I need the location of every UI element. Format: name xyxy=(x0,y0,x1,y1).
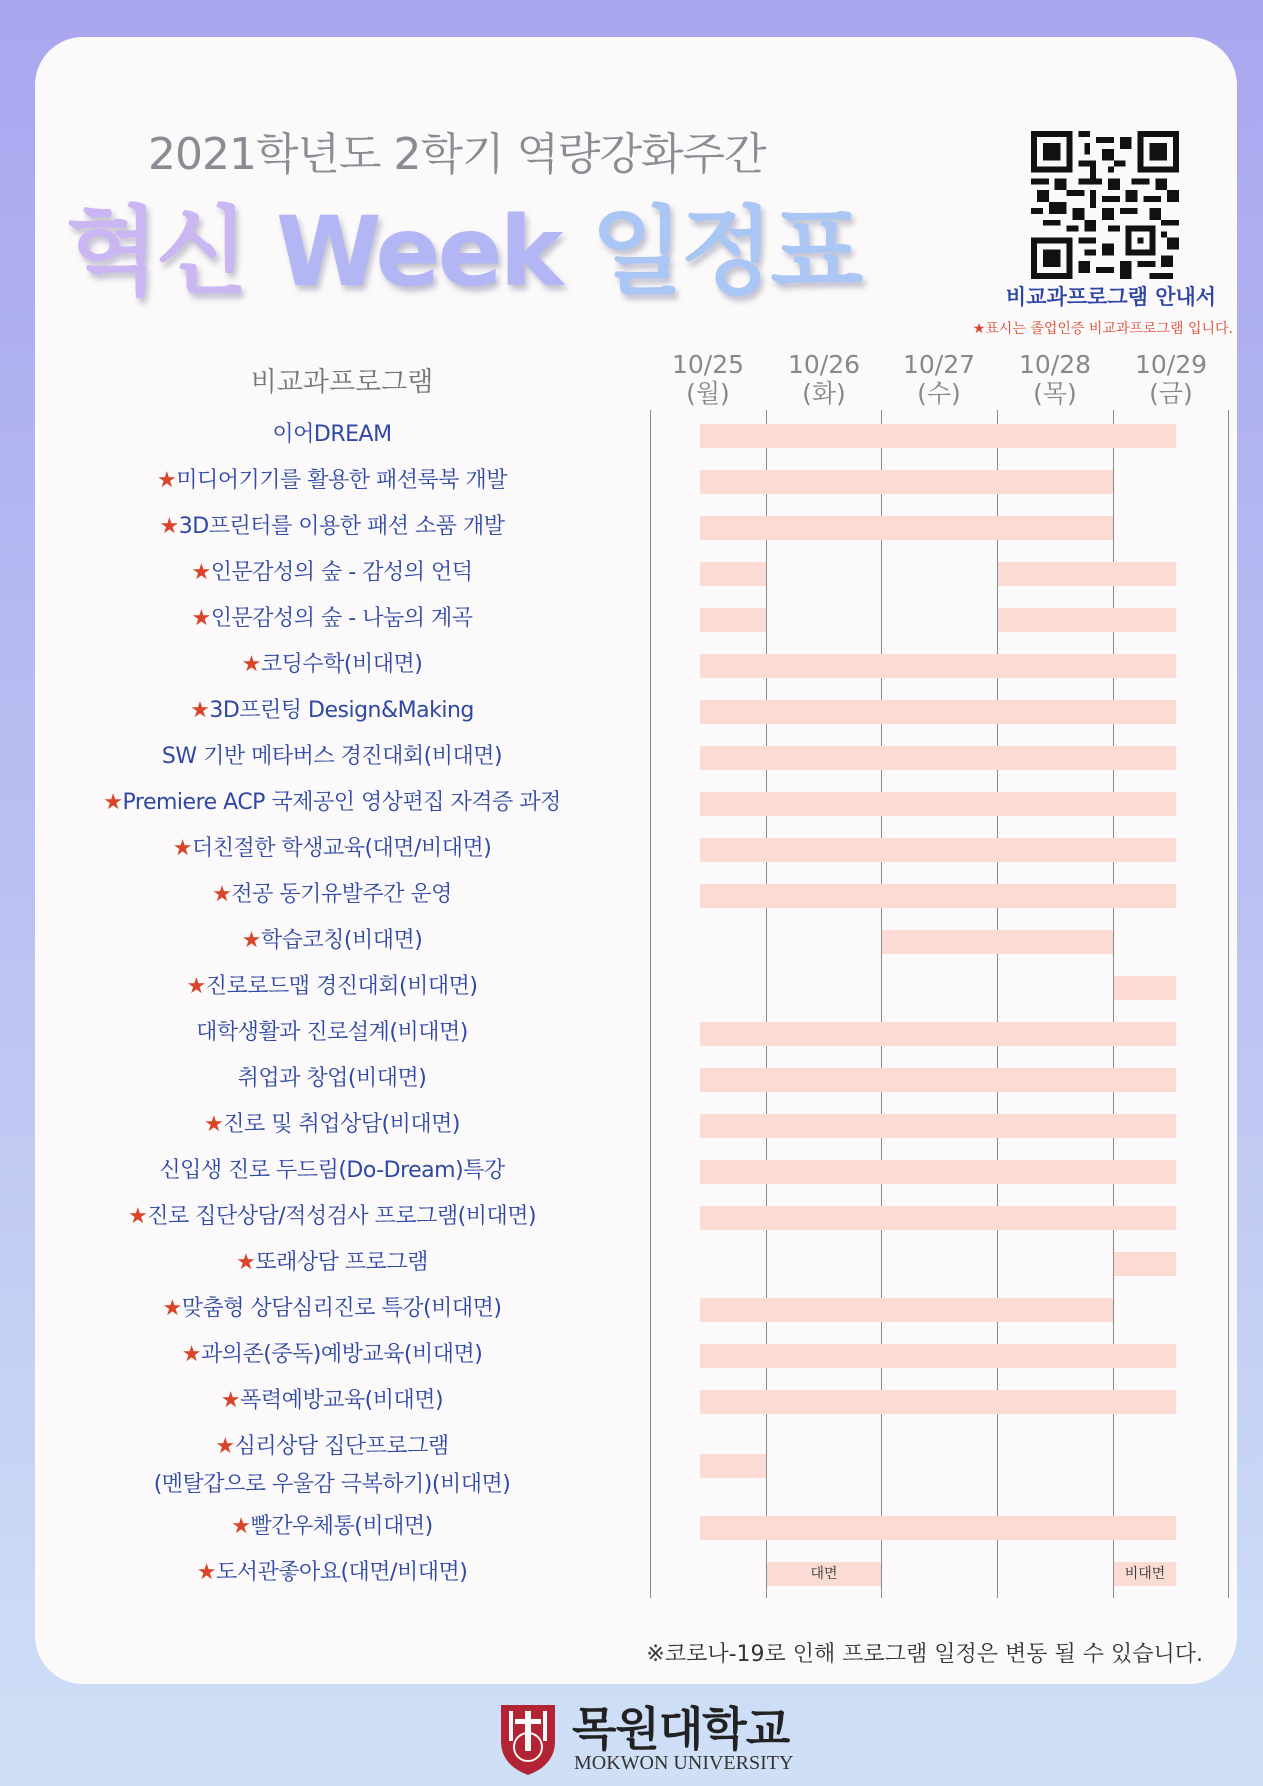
university-logo-icon xyxy=(495,1697,561,1777)
day-weekday: (금) xyxy=(1149,379,1193,408)
program-column-header: 비교과프로그램 xyxy=(250,367,434,398)
schedule-bar xyxy=(882,930,1113,954)
day-header xyxy=(650,350,766,408)
program-name xyxy=(72,1199,592,1230)
star-icon: ★ xyxy=(241,652,261,677)
program-name xyxy=(72,1555,592,1586)
program-name xyxy=(72,1337,592,1368)
schedule-bar xyxy=(1114,1252,1176,1276)
day-header xyxy=(881,350,997,408)
day-date: 10/26 xyxy=(787,350,861,379)
program-name-line2: (멘탈갑으로 우울감 극복하기)(비대면) xyxy=(153,1472,511,1497)
program-name-text: 대학생활과 진로설계(비대면) xyxy=(196,1020,468,1045)
schedule-bar xyxy=(700,1298,1113,1322)
program-name xyxy=(72,877,592,908)
program-name-text: Premiere ACP 국제공인 영상편집 자격증 과정 xyxy=(122,790,561,815)
program-name xyxy=(72,969,592,1000)
schedule-bar xyxy=(700,792,1176,816)
program-name xyxy=(72,785,592,816)
program-name-text: 폭력예방교육(비대면) xyxy=(240,1388,444,1413)
program-name xyxy=(72,923,592,954)
star-icon: ★ xyxy=(231,1514,251,1539)
day-weekday: (수) xyxy=(917,379,961,408)
schedule-bar xyxy=(700,470,1113,494)
program-name xyxy=(72,417,592,448)
day-header xyxy=(1113,350,1229,408)
star-legend-note: ★표시는 졸업인증 비교과프로그램 입니다. xyxy=(972,321,1233,337)
day-date: 10/28 xyxy=(1018,350,1092,379)
program-name xyxy=(72,1509,592,1540)
program-name-text: 학습코칭(비대면) xyxy=(260,928,423,953)
schedule-bar xyxy=(1114,1562,1176,1586)
title-word-week: Week xyxy=(275,196,561,308)
star-icon: ★ xyxy=(181,1342,201,1367)
day-weekday: (화) xyxy=(802,379,846,408)
program-name xyxy=(72,1061,592,1092)
program-name xyxy=(72,739,592,770)
schedule-bar xyxy=(700,1206,1176,1230)
star-icon: ★ xyxy=(196,1560,216,1585)
university-name-en: MOKWON UNIVERSITY xyxy=(574,1752,794,1774)
covid-notice: ※코로나-19로 인해 프로그램 일정은 변동 될 수 있습니다. xyxy=(646,1642,1203,1667)
program-name-text: 코딩수학(비대면) xyxy=(260,652,423,677)
day-header xyxy=(766,350,882,408)
schedule-bar xyxy=(700,1516,1176,1540)
program-name-text: 맞춤형 상담심리진로 특강(비대면) xyxy=(181,1296,502,1321)
star-icon: ★ xyxy=(220,1388,241,1413)
day-date: 10/27 xyxy=(902,350,976,379)
program-name-text: 3D프린팅 Design&Making xyxy=(209,698,474,723)
program-name-text: 이어DREAM xyxy=(272,422,392,447)
program-name xyxy=(72,1245,592,1276)
day-weekday: (월) xyxy=(686,379,730,408)
program-name xyxy=(72,1383,592,1414)
grid-line xyxy=(766,410,767,1598)
star-icon: ★ xyxy=(162,1296,182,1321)
day-header xyxy=(997,350,1113,408)
schedule-bar xyxy=(700,1454,766,1478)
schedule-bar xyxy=(700,424,1176,448)
schedule-bar xyxy=(767,1562,881,1586)
program-name-text: 인문감성의 숲 - 감성의 언덕 xyxy=(210,560,473,585)
qr-label: 비교과프로그램 안내서 xyxy=(1005,285,1217,309)
program-name-text: 3D프린터를 이용한 패션 소품 개발 xyxy=(178,514,505,539)
program-name-text: 인문감성의 숲 - 나눔의 계곡 xyxy=(210,606,473,631)
program-name-text: 전공 동기유발주간 운영 xyxy=(231,882,452,907)
star-icon: ★ xyxy=(236,1250,256,1275)
schedule-bar xyxy=(998,562,1176,586)
grid-line xyxy=(997,410,998,1598)
day-date: 10/29 xyxy=(1134,350,1208,379)
star-icon: ★ xyxy=(186,974,206,999)
schedule-bar xyxy=(700,608,766,632)
day-date: 10/25 xyxy=(671,350,745,379)
day-weekday: (목) xyxy=(1033,379,1077,408)
program-name xyxy=(72,1429,592,1460)
schedule-bar xyxy=(700,1344,1176,1368)
star-icon: ★ xyxy=(241,928,261,953)
star-icon: ★ xyxy=(157,468,177,493)
schedule-bar xyxy=(700,1068,1176,1092)
program-name-text: 취업과 창업(비대면) xyxy=(237,1066,427,1091)
schedule-bar xyxy=(700,884,1176,908)
program-name xyxy=(72,1107,592,1138)
bar-label: 대면 xyxy=(810,1566,838,1582)
schedule-bar xyxy=(700,1022,1176,1046)
program-name-text: 빨간우체통(비대면) xyxy=(250,1514,433,1539)
star-icon: ★ xyxy=(212,882,232,907)
schedule-bar xyxy=(700,516,1113,540)
program-name-text: 심리상담 집단프로그램 xyxy=(234,1434,449,1459)
star-icon: ★ xyxy=(172,836,192,861)
program-name-text: 과의존(중독)예방교육(비대면) xyxy=(200,1342,483,1367)
program-name xyxy=(72,693,592,724)
schedule-bar xyxy=(700,746,1176,770)
program-name xyxy=(72,463,592,494)
star-icon: ★ xyxy=(191,560,211,585)
qr-code-icon[interactable] xyxy=(1031,131,1179,279)
schedule-bar xyxy=(700,1160,1176,1184)
schedule-bar xyxy=(700,838,1176,862)
star-icon: ★ xyxy=(127,1204,148,1229)
grid-line xyxy=(1228,410,1229,1598)
program-name-text: 도서관좋아요(대면/비대면) xyxy=(215,1560,468,1585)
program-name xyxy=(72,601,592,632)
program-name xyxy=(72,1291,592,1322)
schedule-bar xyxy=(1114,976,1176,1000)
star-icon: ★ xyxy=(159,514,179,539)
title-word-schedule: 일정표 xyxy=(590,196,861,308)
program-name-text: 진로로드맵 경진대회(비대면) xyxy=(205,974,478,999)
schedule-bar xyxy=(700,654,1176,678)
grid-line xyxy=(881,410,882,1598)
program-name xyxy=(72,1153,592,1184)
program-name-text: 신입생 진로 두드림(Do-Dream)특강 xyxy=(159,1158,505,1183)
star-icon: ★ xyxy=(215,1434,235,1459)
university-name: 목원대학교 xyxy=(572,1702,790,1756)
program-name-text: 또래상담 프로그램 xyxy=(255,1250,428,1275)
program-name xyxy=(72,831,592,862)
star-icon: ★ xyxy=(103,790,123,815)
schedule-bar xyxy=(700,700,1176,724)
schedule-bar xyxy=(700,1390,1176,1414)
title-word-innovation: 혁신 xyxy=(66,196,246,308)
schedule-bar xyxy=(700,562,766,586)
program-name xyxy=(72,1015,592,1046)
page-title xyxy=(66,176,860,313)
program-name-text: SW 기반 메타버스 경진대회(비대면) xyxy=(161,744,503,769)
star-icon: ★ xyxy=(191,606,211,631)
grid-line xyxy=(1113,410,1114,1598)
star-icon: ★ xyxy=(204,1112,224,1137)
schedule-bar xyxy=(700,1114,1176,1138)
schedule-bar xyxy=(998,608,1176,632)
grid-line xyxy=(650,410,651,1598)
star-icon: ★ xyxy=(190,698,210,723)
program-name-text: 미디어기기를 활용한 패션룩북 개발 xyxy=(176,468,507,493)
program-name-text: 진로 및 취업상담(비대면) xyxy=(223,1112,460,1137)
bar-label: 비대면 xyxy=(1124,1566,1166,1582)
program-name xyxy=(72,509,592,540)
program-name-text: 더친절한 학생교육(대면/비대면) xyxy=(191,836,492,861)
program-name xyxy=(72,555,592,586)
subtitle: 2021학년도 2학기 역량강화주간 xyxy=(148,129,766,180)
program-name-text: 진로 집단상담/적성검사 프로그램(비대면) xyxy=(147,1204,537,1229)
program-name xyxy=(72,647,592,678)
